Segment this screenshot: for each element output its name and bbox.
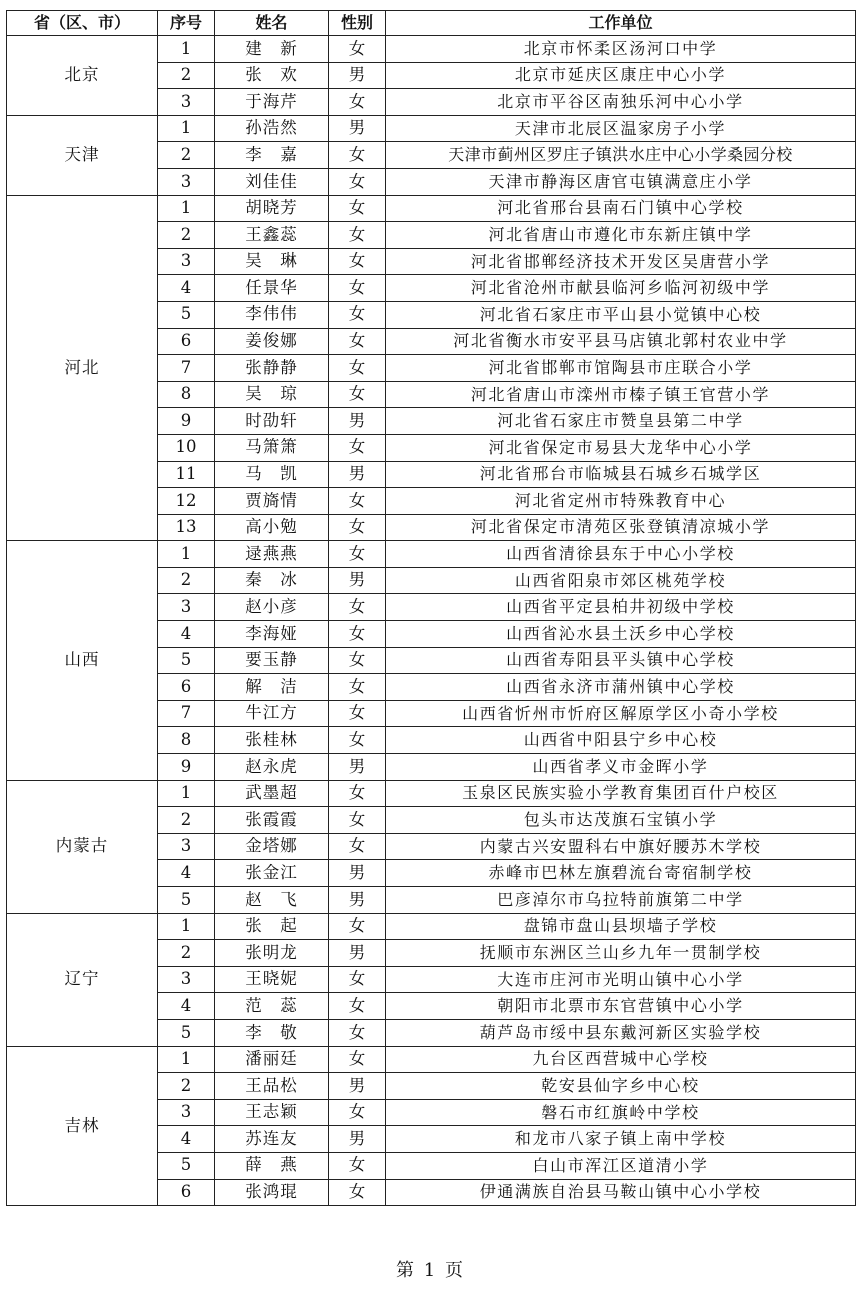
unit-cell: 玉泉区民族实验小学教育集团百什户校区 [386,780,856,807]
table-row [7,541,856,568]
name-cell: 李海娅 [215,621,329,648]
unit-cell: 河北省石家庄市赞皇县第二中学 [386,408,856,435]
name-cell: 王晓妮 [215,966,329,993]
gender-cell: 男 [329,1126,386,1153]
name-cell: 马 凯 [215,461,329,488]
unit-cell: 内蒙古兴安盟科右中旗好腰苏木学校 [386,833,856,860]
gender-cell: 女 [329,514,386,541]
unit-cell: 巴彦淖尔市乌拉特前旗第二中学 [386,887,856,914]
seq-cell: 1 [158,1046,215,1073]
unit-cell: 葫芦岛市绥中县东戴河新区实验学校 [386,1019,856,1046]
gender-cell: 男 [329,567,386,594]
unit-cell: 天津市蓟州区罗庄子镇洪水庄中心小学桑园分校 [386,142,856,169]
name-cell: 解 洁 [215,674,329,701]
seq-cell: 12 [158,488,215,515]
name-cell: 李 嘉 [215,142,329,169]
gender-cell: 女 [329,621,386,648]
unit-cell: 河北省唐山市滦州市榛子镇王官营小学 [386,381,856,408]
table-row [7,913,856,940]
gender-cell: 女 [329,355,386,382]
unit-cell: 抚顺市东洲区兰山乡九年一贯制学校 [386,940,856,967]
unit-cell: 河北省邯郸经济技术开发区吴唐营小学 [386,248,856,275]
name-cell: 赵永虎 [215,754,329,781]
unit-cell: 山西省清徐县东于中心小学校 [386,541,856,568]
gender-cell: 男 [329,1073,386,1100]
gender-cell: 女 [329,328,386,355]
gender-cell: 女 [329,301,386,328]
seq-cell: 1 [158,541,215,568]
name-cell: 张 欢 [215,62,329,89]
name-cell: 张 起 [215,913,329,940]
header-seq: 序号 [158,11,215,36]
table-row [7,195,856,222]
gender-cell: 女 [329,142,386,169]
unit-cell: 河北省邯郸市馆陶县市庄联合小学 [386,355,856,382]
seq-cell: 5 [158,1019,215,1046]
gender-cell: 男 [329,754,386,781]
gender-cell: 女 [329,195,386,222]
gender-cell: 女 [329,594,386,621]
seq-cell: 2 [158,1073,215,1100]
gender-cell: 男 [329,115,386,142]
unit-cell: 赤峰市巴林左旗碧流台寄宿制学校 [386,860,856,887]
unit-cell: 九台区西营城中心学校 [386,1046,856,1073]
gender-cell: 女 [329,913,386,940]
table-body [7,36,856,1206]
seq-cell: 1 [158,780,215,807]
seq-cell: 2 [158,567,215,594]
gender-cell: 女 [329,674,386,701]
seq-cell: 3 [158,89,215,116]
unit-cell: 山西省寿阳县平头镇中心学校 [386,647,856,674]
seq-cell: 10 [158,434,215,461]
name-cell: 李 敬 [215,1019,329,1046]
name-cell: 王鑫蕊 [215,222,329,249]
seq-cell: 13 [158,514,215,541]
seq-cell: 4 [158,993,215,1020]
province-cell: 内蒙古 [7,780,158,913]
seq-cell: 1 [158,195,215,222]
seq-cell: 9 [158,408,215,435]
seq-cell: 6 [158,674,215,701]
unit-cell: 天津市静海区唐官屯镇满意庄小学 [386,168,856,195]
name-cell: 薛 燕 [215,1152,329,1179]
unit-cell: 天津市北辰区温家房子小学 [386,115,856,142]
seq-cell: 2 [158,807,215,834]
unit-cell: 大连市庄河市光明山镇中心小学 [386,966,856,993]
seq-cell: 4 [158,860,215,887]
gender-cell: 男 [329,887,386,914]
name-cell: 赵小彦 [215,594,329,621]
province-cell: 辽宁 [7,913,158,1046]
table-row [7,1046,856,1073]
name-cell: 吴 琼 [215,381,329,408]
header-gender: 性别 [329,11,386,36]
seq-cell: 1 [158,913,215,940]
name-cell: 武墨超 [215,780,329,807]
name-cell: 王品松 [215,1073,329,1100]
province-cell: 河北 [7,195,158,541]
unit-cell: 山西省沁水县土沃乡中心学校 [386,621,856,648]
province-cell: 天津 [7,115,158,195]
name-cell: 李伟伟 [215,301,329,328]
unit-cell: 包头市达茂旗石宝镇小学 [386,807,856,834]
unit-cell: 朝阳市北票市东官营镇中心小学 [386,993,856,1020]
seq-cell: 3 [158,594,215,621]
table-row [7,36,856,63]
gender-cell: 男 [329,940,386,967]
unit-cell: 河北省保定市清苑区张登镇清凉城小学 [386,514,856,541]
gender-cell: 男 [329,860,386,887]
name-cell: 潘丽廷 [215,1046,329,1073]
name-cell: 张鸿琨 [215,1179,329,1206]
name-cell: 张桂林 [215,727,329,754]
unit-cell: 北京市平谷区南独乐河中心小学 [386,89,856,116]
gender-cell: 女 [329,1152,386,1179]
seq-cell: 5 [158,1152,215,1179]
seq-cell: 3 [158,168,215,195]
unit-cell: 盘锦市盘山县坝墙子学校 [386,913,856,940]
name-cell: 时劭轩 [215,408,329,435]
table-row [7,115,856,142]
gender-cell: 男 [329,62,386,89]
seq-cell: 6 [158,328,215,355]
header-row [7,11,856,36]
seq-cell: 4 [158,621,215,648]
gender-cell: 女 [329,1179,386,1206]
seq-cell: 2 [158,142,215,169]
seq-cell: 11 [158,461,215,488]
seq-cell: 2 [158,940,215,967]
name-cell: 逯燕燕 [215,541,329,568]
seq-cell: 2 [158,222,215,249]
gender-cell: 女 [329,434,386,461]
gender-cell: 女 [329,541,386,568]
gender-cell: 女 [329,1099,386,1126]
unit-cell: 河北省唐山市遵化市东新庄镇中学 [386,222,856,249]
name-cell: 孙浩然 [215,115,329,142]
seq-cell: 1 [158,36,215,63]
seq-cell: 4 [158,275,215,302]
name-cell: 赵 飞 [215,887,329,914]
unit-cell: 山西省忻州市忻府区解原学区小奇小学校 [386,700,856,727]
gender-cell: 女 [329,1019,386,1046]
seq-cell: 7 [158,355,215,382]
gender-cell: 女 [329,222,386,249]
name-cell: 马箫箫 [215,434,329,461]
name-cell: 金塔娜 [215,833,329,860]
gender-cell: 男 [329,408,386,435]
gender-cell: 女 [329,700,386,727]
unit-cell: 乾安县仙字乡中心校 [386,1073,856,1100]
name-cell: 张霞霞 [215,807,329,834]
unit-cell: 山西省平定县柏井初级中学校 [386,594,856,621]
unit-cell: 河北省邢台县南石门镇中心学校 [386,195,856,222]
unit-cell: 山西省中阳县宁乡中心校 [386,727,856,754]
seq-cell: 4 [158,1126,215,1153]
unit-cell: 河北省沧州市献县临河乡临河初级中学 [386,275,856,302]
name-cell: 贾旖情 [215,488,329,515]
seq-cell: 8 [158,381,215,408]
name-cell: 苏连友 [215,1126,329,1153]
province-cell: 北京 [7,36,158,116]
gender-cell: 女 [329,381,386,408]
province-cell: 山西 [7,541,158,780]
seq-cell: 5 [158,887,215,914]
gender-cell: 女 [329,966,386,993]
unit-cell: 磐石市红旗岭中学校 [386,1099,856,1126]
seq-cell: 1 [158,115,215,142]
seq-cell: 9 [158,754,215,781]
seq-cell: 6 [158,1179,215,1206]
name-cell: 吴 琳 [215,248,329,275]
header-unit: 工作单位 [386,11,856,36]
name-cell: 姜俊娜 [215,328,329,355]
unit-cell: 和龙市八家子镇上南中学校 [386,1126,856,1153]
unit-cell: 北京市延庆区康庄中心小学 [386,62,856,89]
gender-cell: 女 [329,727,386,754]
name-cell: 秦 冰 [215,567,329,594]
gender-cell: 男 [329,461,386,488]
unit-cell: 河北省邢台市临城县石城乡石城学区 [386,461,856,488]
unit-cell: 河北省衡水市安平县马店镇北郭村农业中学 [386,328,856,355]
seq-cell: 5 [158,647,215,674]
seq-cell: 7 [158,700,215,727]
name-cell: 任景华 [215,275,329,302]
gender-cell: 女 [329,36,386,63]
seq-cell: 3 [158,966,215,993]
gender-cell: 女 [329,248,386,275]
name-cell: 范 蕊 [215,993,329,1020]
gender-cell: 女 [329,807,386,834]
name-cell: 胡晓芳 [215,195,329,222]
name-cell: 张静静 [215,355,329,382]
gender-cell: 女 [329,647,386,674]
roster-table [6,10,856,1206]
unit-cell: 河北省保定市易县大龙华中心小学 [386,434,856,461]
gender-cell: 女 [329,780,386,807]
gender-cell: 女 [329,168,386,195]
unit-cell: 伊通满族自治县马鞍山镇中心小学校 [386,1179,856,1206]
gender-cell: 女 [329,488,386,515]
unit-cell: 白山市浑江区道清小学 [386,1152,856,1179]
unit-cell: 山西省永济市蒲州镇中心学校 [386,674,856,701]
unit-cell: 山西省孝义市金晖小学 [386,754,856,781]
name-cell: 张明龙 [215,940,329,967]
header-province: 省（区、市） [7,11,158,36]
unit-cell: 北京市怀柔区汤河口中学 [386,36,856,63]
seq-cell: 2 [158,62,215,89]
table-row [7,780,856,807]
name-cell: 王志颖 [215,1099,329,1126]
gender-cell: 女 [329,993,386,1020]
seq-cell: 5 [158,301,215,328]
name-cell: 牛江方 [215,700,329,727]
province-cell: 吉林 [7,1046,158,1206]
header-name: 姓名 [215,11,329,36]
unit-cell: 河北省石家庄市平山县小觉镇中心校 [386,301,856,328]
seq-cell: 8 [158,727,215,754]
name-cell: 建 新 [215,36,329,63]
unit-cell: 山西省阳泉市郊区桃苑学校 [386,567,856,594]
name-cell: 张金江 [215,860,329,887]
gender-cell: 女 [329,1046,386,1073]
gender-cell: 女 [329,275,386,302]
seq-cell: 3 [158,833,215,860]
name-cell: 要玉静 [215,647,329,674]
gender-cell: 女 [329,833,386,860]
seq-cell: 3 [158,1099,215,1126]
page-number: 第 1 页 [396,1260,465,1281]
name-cell: 于海芹 [215,89,329,116]
gender-cell: 女 [329,89,386,116]
name-cell: 刘佳佳 [215,168,329,195]
unit-cell: 河北省定州市特殊教育中心 [386,488,856,515]
seq-cell: 3 [158,248,215,275]
name-cell: 高小勉 [215,514,329,541]
